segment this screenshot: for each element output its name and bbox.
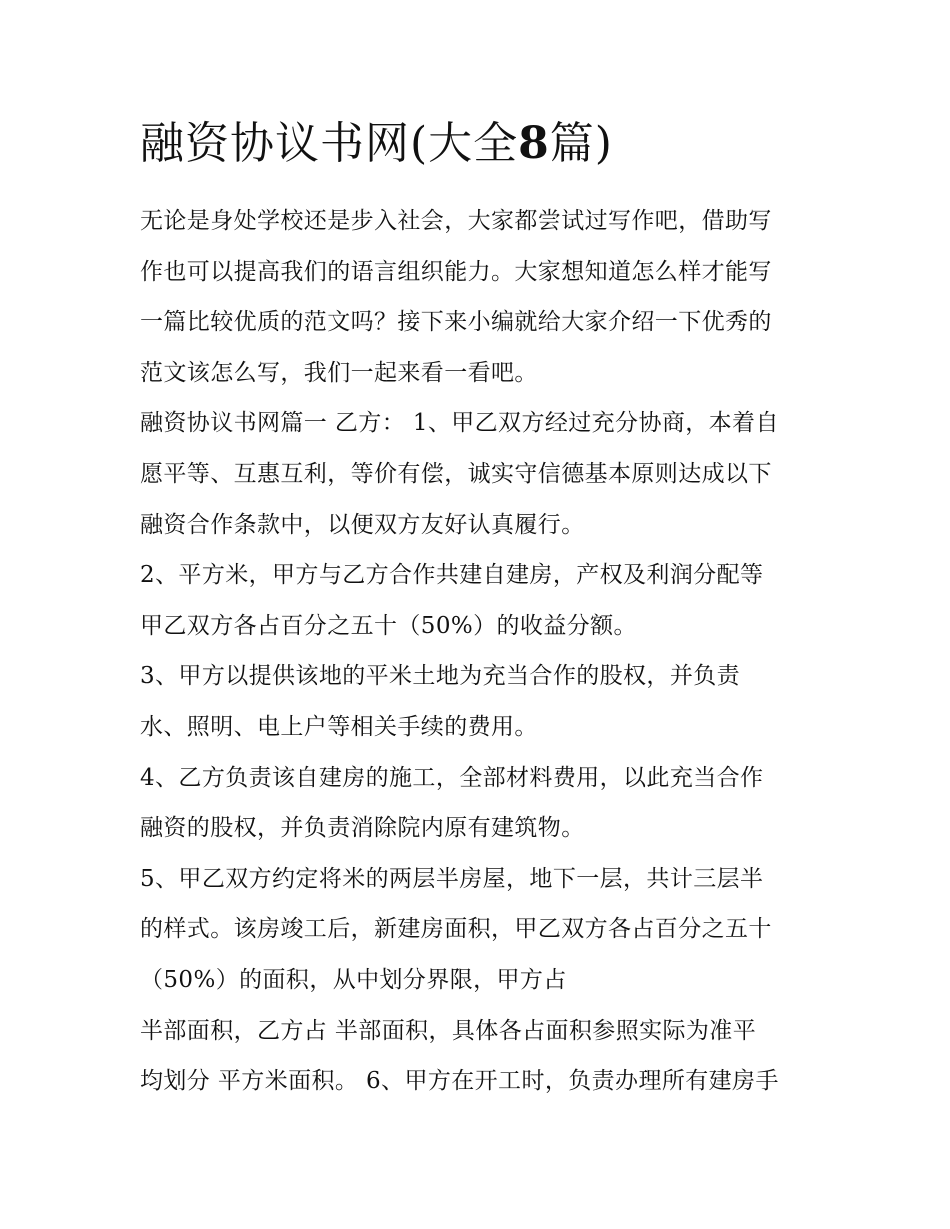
body-line-7: 融资合作条款中，以便双方友好认真履行。 [140, 511, 585, 538]
body-line-17: 半部面积，乙方占 半部面积，具体各占面积参照实际为准平 [140, 1017, 757, 1044]
title-end: 篇) [549, 118, 613, 169]
body-line-9: 甲乙双方各占百分之五十（50%）的收益分额。 [140, 612, 637, 639]
body-line-5: 融资协议书网篇一 乙方： 1、甲乙双方经过充分协商，本着自 [140, 410, 779, 437]
body-line-14: 5、甲乙双方约定将米的两层半房屋，地下一层，共计三层半 [140, 865, 764, 892]
body-line-2: 作也可以提高我们的语言组织能力。大家想知道怎么样才能写 [140, 258, 772, 285]
body-line-10: 3、甲方以提供该地的平米土地为充当合作的股权，并负责 [140, 663, 741, 690]
body-line-16: （50%）的面积，从中划分界限，甲方占 [140, 966, 567, 993]
document-body [140, 196, 820, 1107]
title-main: 融资协议书网(大全 [140, 118, 519, 169]
page-title [140, 112, 613, 176]
body-line-18: 均划分 平方米面积。 6、甲方在开工时，负责办理所有建房手 [140, 1068, 779, 1095]
body-line-4: 范文该怎么写，我们一起来看一看吧。 [140, 359, 538, 386]
body-line-6: 愿平等、互惠互利，等价有偿，诚实守信德基本原则达成以下 [140, 460, 772, 487]
body-line-11: 水、照明、电上户等相关手续的费用。 [140, 713, 538, 740]
body-line-1: 无论是身处学校还是步入社会，大家都尝试过写作吧，借助写 [140, 208, 772, 234]
body-line-8: 2、平方米，甲方与乙方合作共建自建房，产权及利润分配等 [140, 562, 764, 589]
body-line-13: 融资的股权，并负责消除院内原有建筑物。 [140, 815, 585, 842]
title-number: 8 [518, 118, 550, 169]
body-line-15: 的样式。该房竣工后，新建房面积，甲乙双方各占百分之五十 [140, 916, 772, 943]
body-line-12: 4、乙方负责该自建房的施工，全部材料费用，以此充当合作 [140, 764, 764, 791]
body-line-3: 一篇比较优质的范文吗？接下来小编就给大家介绍一下优秀的 [140, 309, 772, 336]
